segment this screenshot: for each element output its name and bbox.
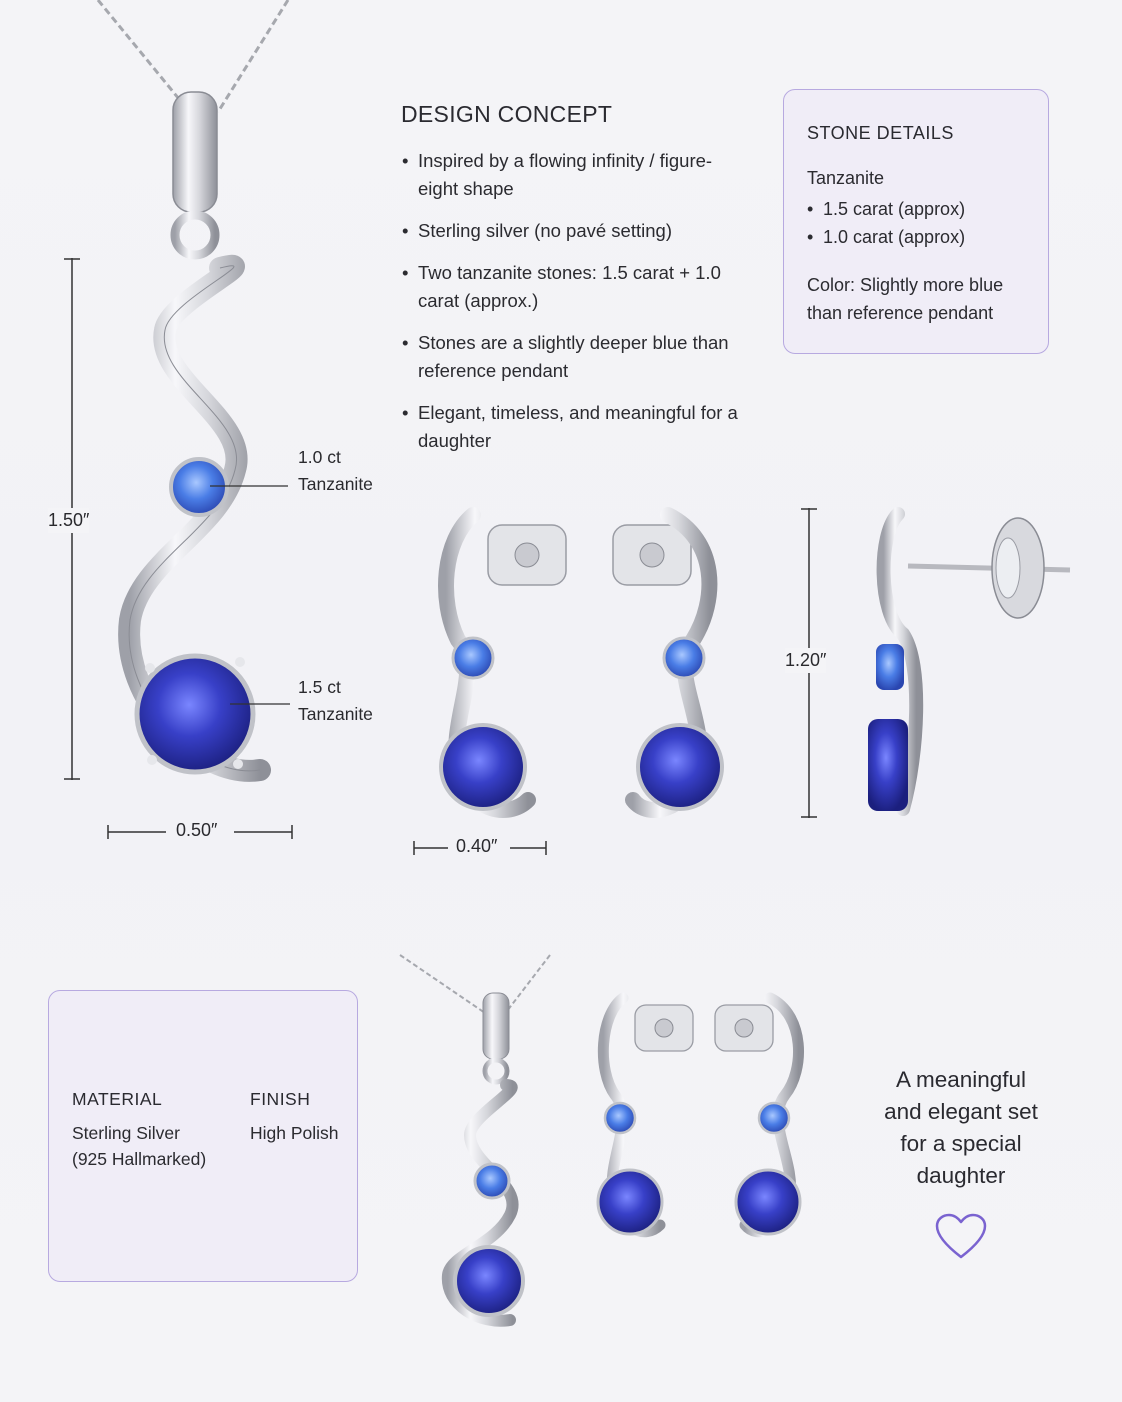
earring-height-label: 1.20″ <box>785 648 826 673</box>
finish-title: FINISH <box>250 1089 311 1109</box>
design-bullet: • Two tanzanite stones: 1.5 carat + 1.0 carat (approx.) <box>402 259 742 315</box>
small-stone-callout-line <box>210 484 290 488</box>
pendant-width-label: 0.50″ <box>176 820 218 840</box>
large-stone-label: 1.5 ct Tanzanite <box>298 677 373 724</box>
finish-value: High Polish <box>250 1123 339 1143</box>
stone-detail-item: • 1.0 carat (approx) <box>807 223 1037 251</box>
material-value: Sterling Silver (925 Hallmarked) <box>72 1123 207 1169</box>
set-pendant-image <box>400 955 570 1335</box>
design-concept-list <box>402 147 742 469</box>
stone-details-card <box>783 89 1049 354</box>
earring-side-image <box>858 504 1078 824</box>
stone-name: Tanzanite <box>807 168 885 188</box>
material-title: MATERIAL <box>72 1089 163 1109</box>
design-bullet: • Elegant, timeless, and meaningful for a daughter <box>402 399 742 455</box>
earring-width-label: 0.40″ <box>456 836 498 856</box>
material-card <box>48 990 358 1282</box>
design-bullet: • Sterling silver (no pavé setting) <box>402 217 742 245</box>
earrings-front-image <box>418 500 758 830</box>
stone-details-title: STONE DETAILS <box>807 123 954 143</box>
design-concept-title: DESIGN CONCEPT <box>401 101 613 127</box>
design-bullet: • Inspired by a flowing infinity / figure-eight shape <box>402 147 742 203</box>
tagline: A meaningful and elegant set for a special daughter <box>884 1067 1038 1188</box>
pendant-height-label: 1.50″ <box>48 508 89 533</box>
stone-detail-item: • 1.5 carat (approx) <box>807 195 1037 223</box>
heart-icon <box>934 1212 988 1262</box>
small-stone-label: 1.0 ct Tanzanite <box>298 447 373 494</box>
stone-color-note: Color: Slightly more blue than reference pendant <box>807 275 1004 323</box>
set-earrings-image <box>585 990 835 1260</box>
design-bullet: • Stones are a slightly deeper blue than reference pendant <box>402 329 742 385</box>
stone-details-list <box>807 195 1037 251</box>
